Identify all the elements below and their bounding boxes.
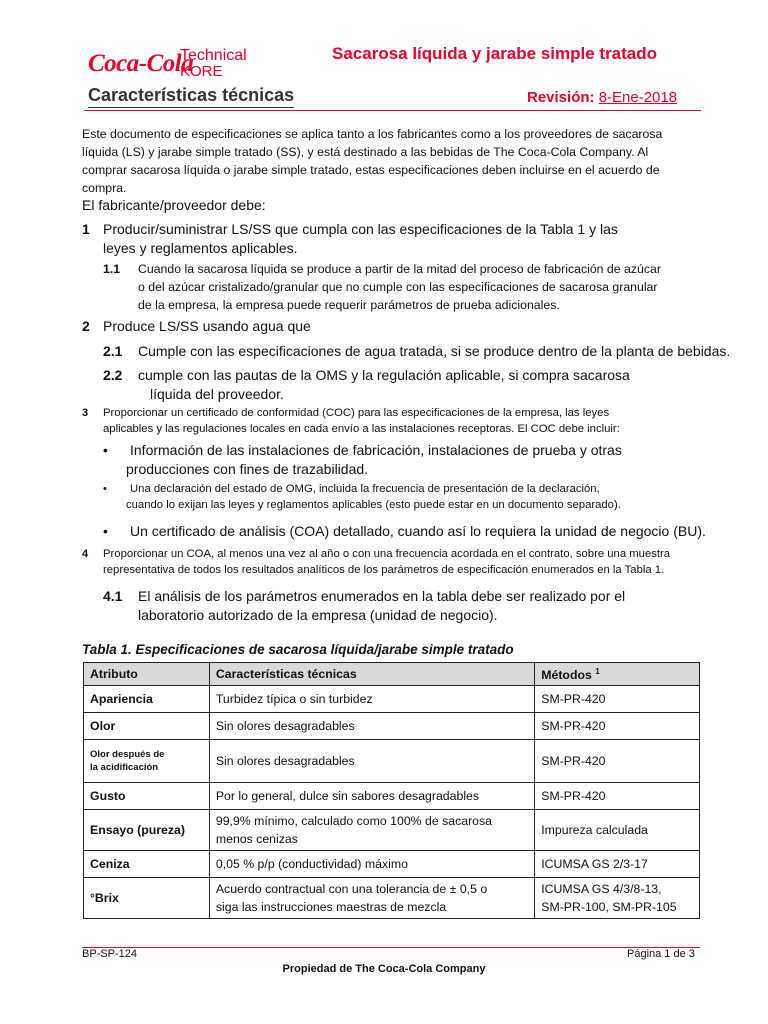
row-method: SM-PR-420 [535,686,700,713]
document-title: Sacarosa líquida y jarabe simple tratado [332,44,658,63]
table-row [84,713,700,740]
coca-cola-technical-kore-logo [88,46,258,84]
item-2-text: Produce LS/SS usando agua que [103,318,311,334]
row-method: SM-PR-420 [535,783,700,810]
row-spec: 0,05 % p/p (conductividad) máximo [209,851,534,878]
item-4-line-2: representativa de todos los resultados analíticos de los parámetros de especificación enumerados en la Tabla 1. [103,564,665,576]
header-attribute: Atributo [84,663,210,686]
item-4-1-number: 4.1 [103,588,123,604]
row-spec-line-1: 99,9% mínimo, calculado como 100% de sacarosa [215,814,493,828]
logo-brand: Coca-Cola [88,50,194,77]
table-header-row [84,663,700,686]
row-attribute-line-1: Olor después de [90,749,165,760]
row-attribute: Ensayo (pureza) [84,810,210,851]
revision-info [527,89,677,106]
table-caption: Tabla 1. Especificaciones de sacarosa líquida/jarabe simple tratado [82,642,514,657]
item-2-2-line-2: líquida del proveedor. [150,386,284,402]
specifications-table [83,662,700,919]
footer-divider [82,947,700,948]
row-spec: Turbidez típica o sin turbidez [209,686,534,713]
row-spec: Sin olores desagradables [209,740,534,783]
row-method [535,878,700,919]
row-spec-line-1: Acuerdo contractual con una tolerancia de ± 0,5 o [215,882,488,896]
item-1-1-number: 1.1 [103,262,121,276]
row-method-line-1: ICUMSA GS 4/3/8-13, [541,882,662,896]
bullet-2-line-1: Una declaración del estado de OMG, incluida la frecuencia de presentación de la declaración, [130,483,600,495]
row-attribute: Gusto [84,783,210,810]
item-1-number: 1 [82,221,90,237]
item-2-1-text: Cumple con las especificaciones de agua tratada, si se produce dentro de la planta de bebidas. [138,343,731,359]
row-spec: Por lo general, dulce sin sabores desagradables [209,783,534,810]
row-attribute-line-2: la acidificación [90,762,159,773]
revision-label: Revisión: [527,89,595,106]
item-2-2-line-1: cumple con las pautas de la OMS y la regulación aplicable, si compra sacarosa [138,367,630,383]
bullet-3-text: Un certificado de análisis (COA) detallado, cuando así lo requiera la unidad de negocio (BU). [130,523,706,539]
section-subtitle: Características técnicas [88,85,294,108]
header-technical: Características técnicas [209,663,534,686]
table-row [84,686,700,713]
item-1-1-line-2: o del azúcar cristalizado/granular que no cumple con las especificaciones de sacarosa granular [138,280,658,294]
header-methods-footnote: 1 [595,667,600,677]
item-1-1-line-3: de la empresa, la empresa puede requerir parámetros de prueba adicionales. [138,298,560,312]
item-1-line-2: leyes y reglamentos aplicables. [103,240,298,256]
row-method: SM-PR-420 [535,713,700,740]
row-attribute: Olor [84,713,210,740]
row-spec [209,810,534,851]
item-4-number: 4 [82,548,89,560]
header-methods-label: Métodos [541,668,592,683]
item-2-1-number: 2.1 [103,343,123,359]
row-attribute [84,740,210,783]
document-code: BP-SP-124 [82,948,138,960]
intro-paragraph: Este documento de especificaciones se aplica tanto a los fabricantes como a los proveedores de sacarosa líquida (LS) y jarabe simple tratado (SS), y está destinado a las bebidas de The Coca-Cola Company. Al comprar sacarosa líquida o jarabe simple tratado, estas especificaciones deben incluirse en el acuerdo de compra. [82,127,663,195]
row-method: ICUMSA GS 2/3-17 [535,851,700,878]
page-number: Página 1 de 3 [627,948,695,960]
item-2-2-number: 2.2 [103,367,123,383]
item-4-line-1: Proporcionar un COA, al menos una vez al año o con una frecuencia acordada en el contrato, sobre una muestra [103,548,671,560]
table-row [84,740,700,783]
row-method: Impureza calculada [535,810,700,851]
row-attribute: Ceniza [84,851,210,878]
revision-date: 8-Ene-2018 [598,89,678,106]
bullet-1-line-1: Información de las instalaciones de fabricación, instalaciones de prueba y otras [130,442,622,458]
row-spec-line-2: menos cenizas [215,832,298,846]
row-spec [209,878,534,919]
item-4-1-line-1: El análisis de los parámetros enumerados en la tabla debe ser realizado por el [138,588,626,604]
row-spec-line-2: siga las instrucciones maestras de mezcla [215,900,447,914]
row-attribute: Apariencia [84,686,210,713]
manufacturer-must-heading: El fabricante/proveedor debe: [82,197,266,213]
row-spec: Sin olores desagradables [209,713,534,740]
item-3-number: 3 [82,407,89,419]
table-row [84,810,700,851]
row-method-line-2: SM-PR-100, SM-PR-105 [541,900,677,914]
ownership-notice: Propiedad de The Coca-Cola Company [282,963,486,975]
table-row [84,783,700,810]
bullet-2-line-2: cuando lo exijan las leyes y reglamentos aplicables (esto puede estar en un documento separado). [126,499,621,511]
bullet-1-line-2: producciones con fines de trazabilidad. [126,461,369,477]
table-row [84,878,700,919]
item-4-1-line-2: laboratorio autorizado de la empresa (unidad de negocio). [138,607,498,623]
item-1-1-line-1: Cuando la sacarosa líquida se produce a partir de la mitad del proceso de fabricación de azúcar [138,262,661,276]
item-3-line-2: aplicables y las regulaciones locales en cada envío a las instalaciones receptoras. El COC debe incluir: [103,423,620,435]
bullet-1-marker: • [103,442,108,458]
bullet-3-marker: • [103,523,108,539]
item-2-number: 2 [82,318,90,334]
logo-technical: Technical [180,47,247,64]
row-attribute: °Brix [84,878,210,919]
item-3-line-1: Proporcionar un certificado de conformidad (COC) para las especificaciones de la empresa, las leyes [103,407,610,419]
bullet-2-marker: • [103,483,107,495]
header-divider [84,110,701,111]
row-method: SM-PR-420 [535,740,700,783]
table-row [84,851,700,878]
logo-kore: KORE [180,63,223,80]
item-1-line-1: Producir/suministrar LS/SS que cumpla con las especificaciones de la Tabla 1 y las [103,221,618,237]
header-methods [535,663,700,686]
